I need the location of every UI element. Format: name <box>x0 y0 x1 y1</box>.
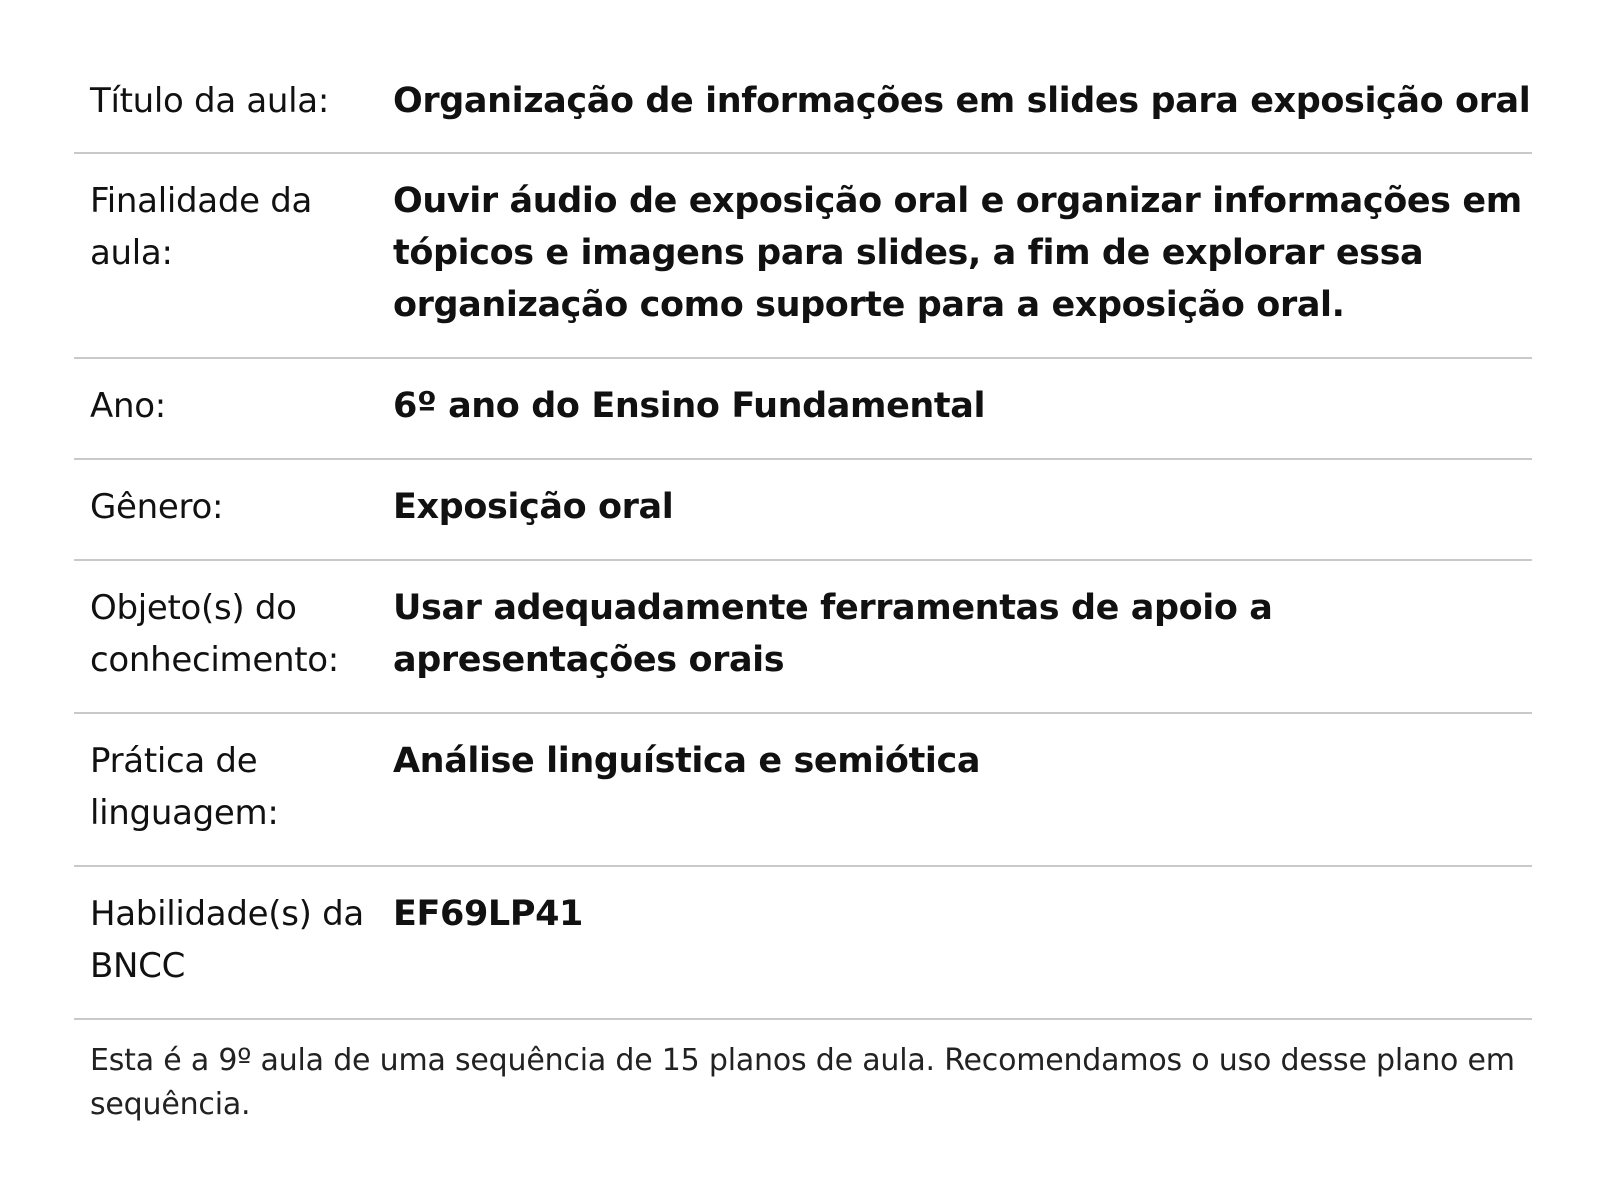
row-value: Exposição oral <box>393 487 674 527</box>
row-knowledge-objects <box>74 560 1532 713</box>
row-value: 6º ano do Ensino Fundamental <box>393 386 986 426</box>
row-label: Prática de linguagem: <box>90 741 279 833</box>
row-label: Finalidade da aula: <box>90 181 313 273</box>
row-genre <box>74 459 1532 560</box>
row-value: Ouvir áudio de exposição oral e organizar informações em tópicos e imagens para slides, a fim de explorar essa organização como suporte para a exposição oral. <box>393 181 1522 325</box>
row-label: Gênero: <box>90 487 224 527</box>
row-language-practice <box>74 713 1532 866</box>
row-value: Usar adequadamente ferramentas de apoio a apresentações orais <box>393 588 1273 680</box>
sequence-footnote: Esta é a 9º aula de uma sequência de 15 planos de aula. Recomendamos o uso desse plano em sequência. <box>90 1043 1515 1122</box>
lesson-plan-summary <box>74 0 1532 1020</box>
row-bncc-skills <box>74 866 1532 1019</box>
row-lesson-purpose <box>74 153 1532 358</box>
row-value: Organização de informações em slides para exposição oral <box>393 81 1531 121</box>
lesson-plan-table <box>74 0 1532 1020</box>
row-label: Habilidade(s) da BNCC <box>90 894 364 986</box>
row-label: Ano: <box>90 386 166 426</box>
row-label: Objeto(s) do conhecimento: <box>90 588 339 680</box>
row-grade-year <box>74 358 1532 459</box>
row-label: Título da aula: <box>90 81 329 121</box>
row-value: Análise linguística e semiótica <box>393 741 981 781</box>
row-value: EF69LP41 <box>393 894 583 934</box>
row-lesson-title <box>74 0 1532 153</box>
